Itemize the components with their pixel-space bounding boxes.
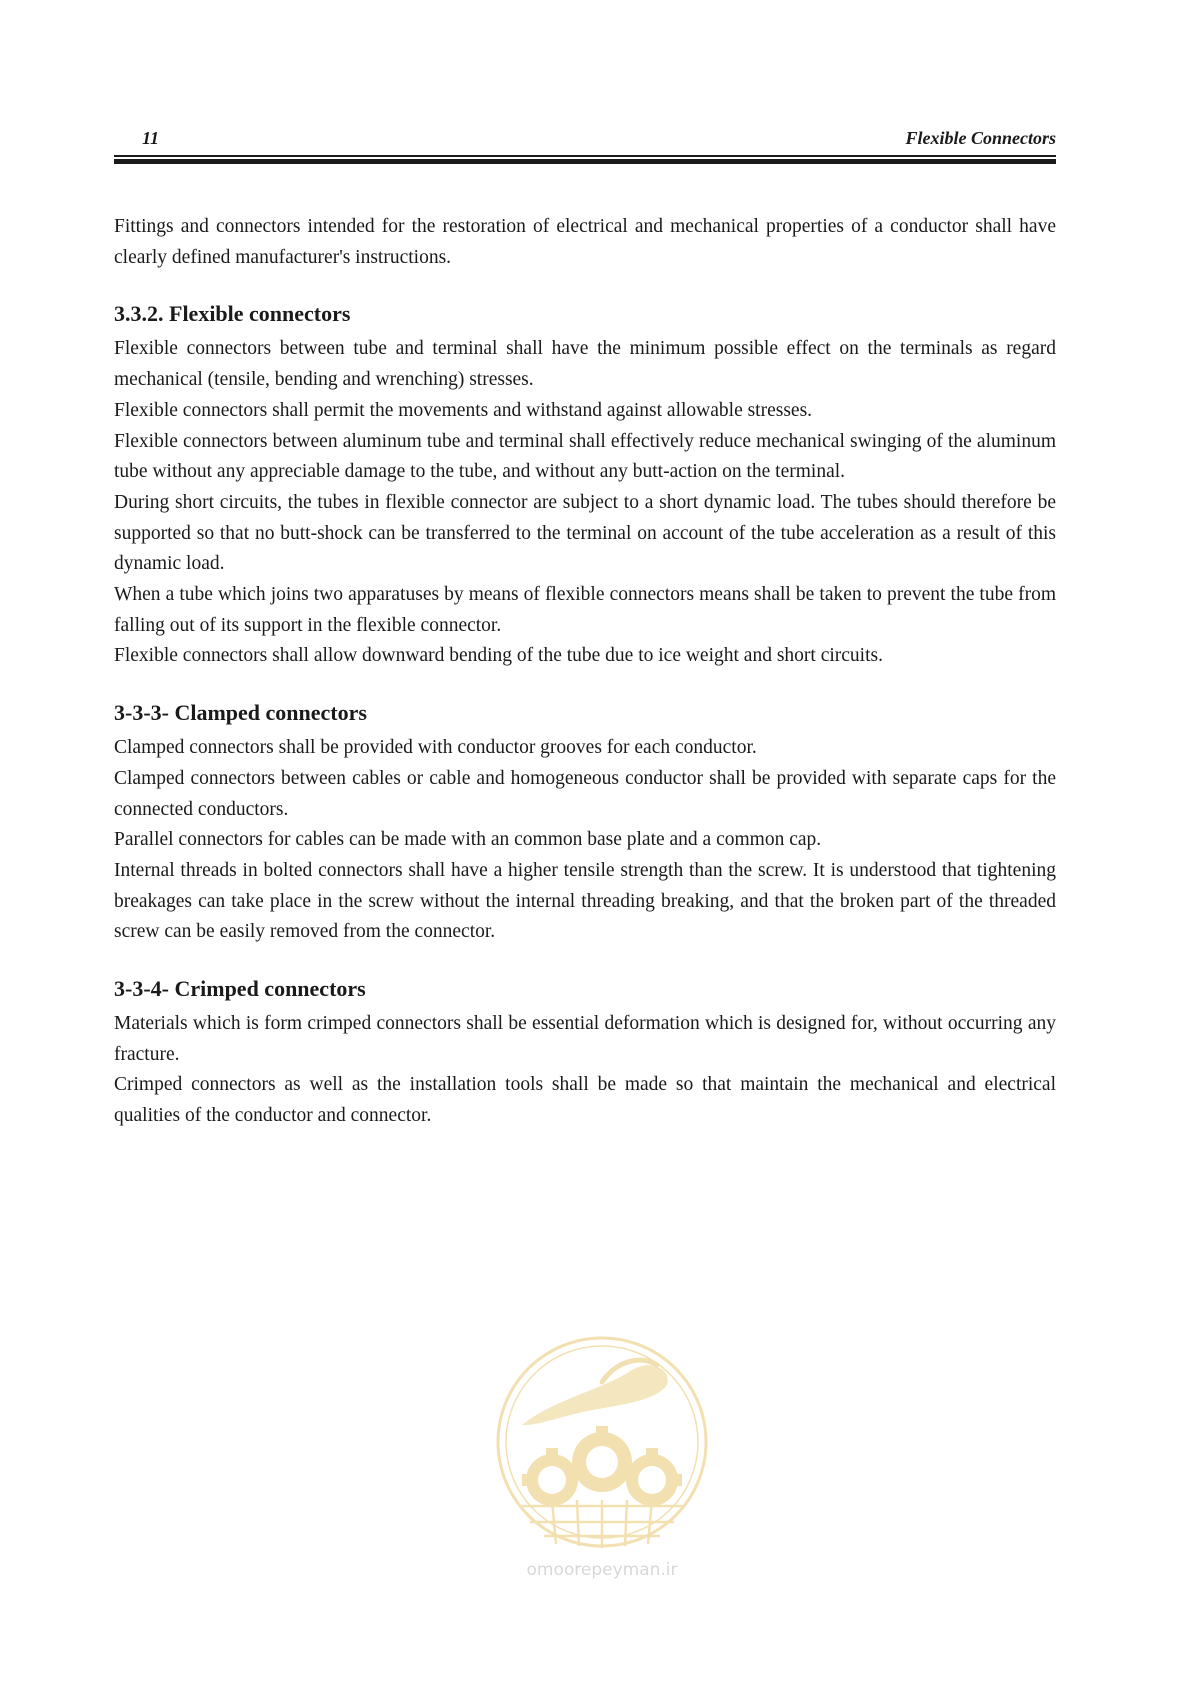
paragraph: Materials which is form crimped connectors shall be essential deformation which is designed for, without occurring any fracture. [114, 1013, 1056, 1065]
paragraph: Flexible connectors between aluminum tube and terminal shall effectively reduce mechanical swinging of the aluminum tube without any appreciable damage to the tube, and without any butt-action on the terminal. [114, 430, 1056, 483]
paragraph: When a tube which joins two apparatuses by means of flexible connectors means shall be taken to prevent the tube from falling out of its support in the flexible connector. [114, 584, 1056, 636]
watermark [482, 1330, 722, 1590]
section-heading-crimped: 3-3-4- Crimped connectors [114, 976, 366, 1002]
paragraph: Clamped connectors between cables or cable and homogeneous conductor shall be provided with separate caps for the connected conductors. [114, 767, 1056, 820]
paragraph: Crimped connectors as well as the installation tools shall be made so that maintain the mechanical and electrical qualities of the conductor and connector. [114, 1074, 1056, 1127]
watermark-site: omoorepeyman.ir [526, 1560, 678, 1580]
paragraph: Flexible connectors between tube and terminal shall have the minimum possible effect on the terminals as regard mechanical (tensile, bending and wrenching) stresses. [114, 338, 1056, 391]
running-title: Flexible Connectors [905, 128, 1056, 148]
paragraph: Flexible connectors shall allow downward bending of the tube due to ice weight and short circuits. [114, 645, 883, 667]
section-heading-flexible: 3.3.2. Flexible connectors [114, 301, 351, 327]
paragraph: Parallel connectors for cables can be made with an common base plate and a common cap. [114, 829, 822, 851]
page-number: 11 [142, 128, 160, 148]
page-header [114, 128, 1056, 154]
header-rule-thin [114, 155, 1056, 157]
paragraph: Flexible connectors shall permit the movements and withstand against allowable stresses. [114, 399, 813, 421]
intro-paragraph: Fittings and connectors intended for the restoration of electrical and mechanical properties of a conductor shall have clearly defined manufacturer's instructions. [114, 216, 1056, 268]
header-rule-thick [114, 159, 1056, 164]
paragraph: During short circuits, the tubes in flexible connector are subject to a short dynamic load. The tubes should therefore be supported so that no butt-shock can be transferred to the terminal on account of the tube acceleration as a result of this dynamic load. [114, 491, 1056, 575]
watermark-logo-icon [482, 1330, 722, 1560]
paragraph: Internal threads in bolted connectors shall have a higher tensile strength than the screw. It is understood that tightening breakages can take place in the screw without the internal threading breaking, and that the broken part of the threaded screw can be easily removed from the connector. [114, 859, 1056, 943]
page-body [114, 212, 1056, 1132]
paragraph: Clamped connectors shall be provided with conductor grooves for each conductor. [114, 737, 757, 759]
section-heading-clamped: 3-3-3- Clamped connectors [114, 700, 367, 726]
